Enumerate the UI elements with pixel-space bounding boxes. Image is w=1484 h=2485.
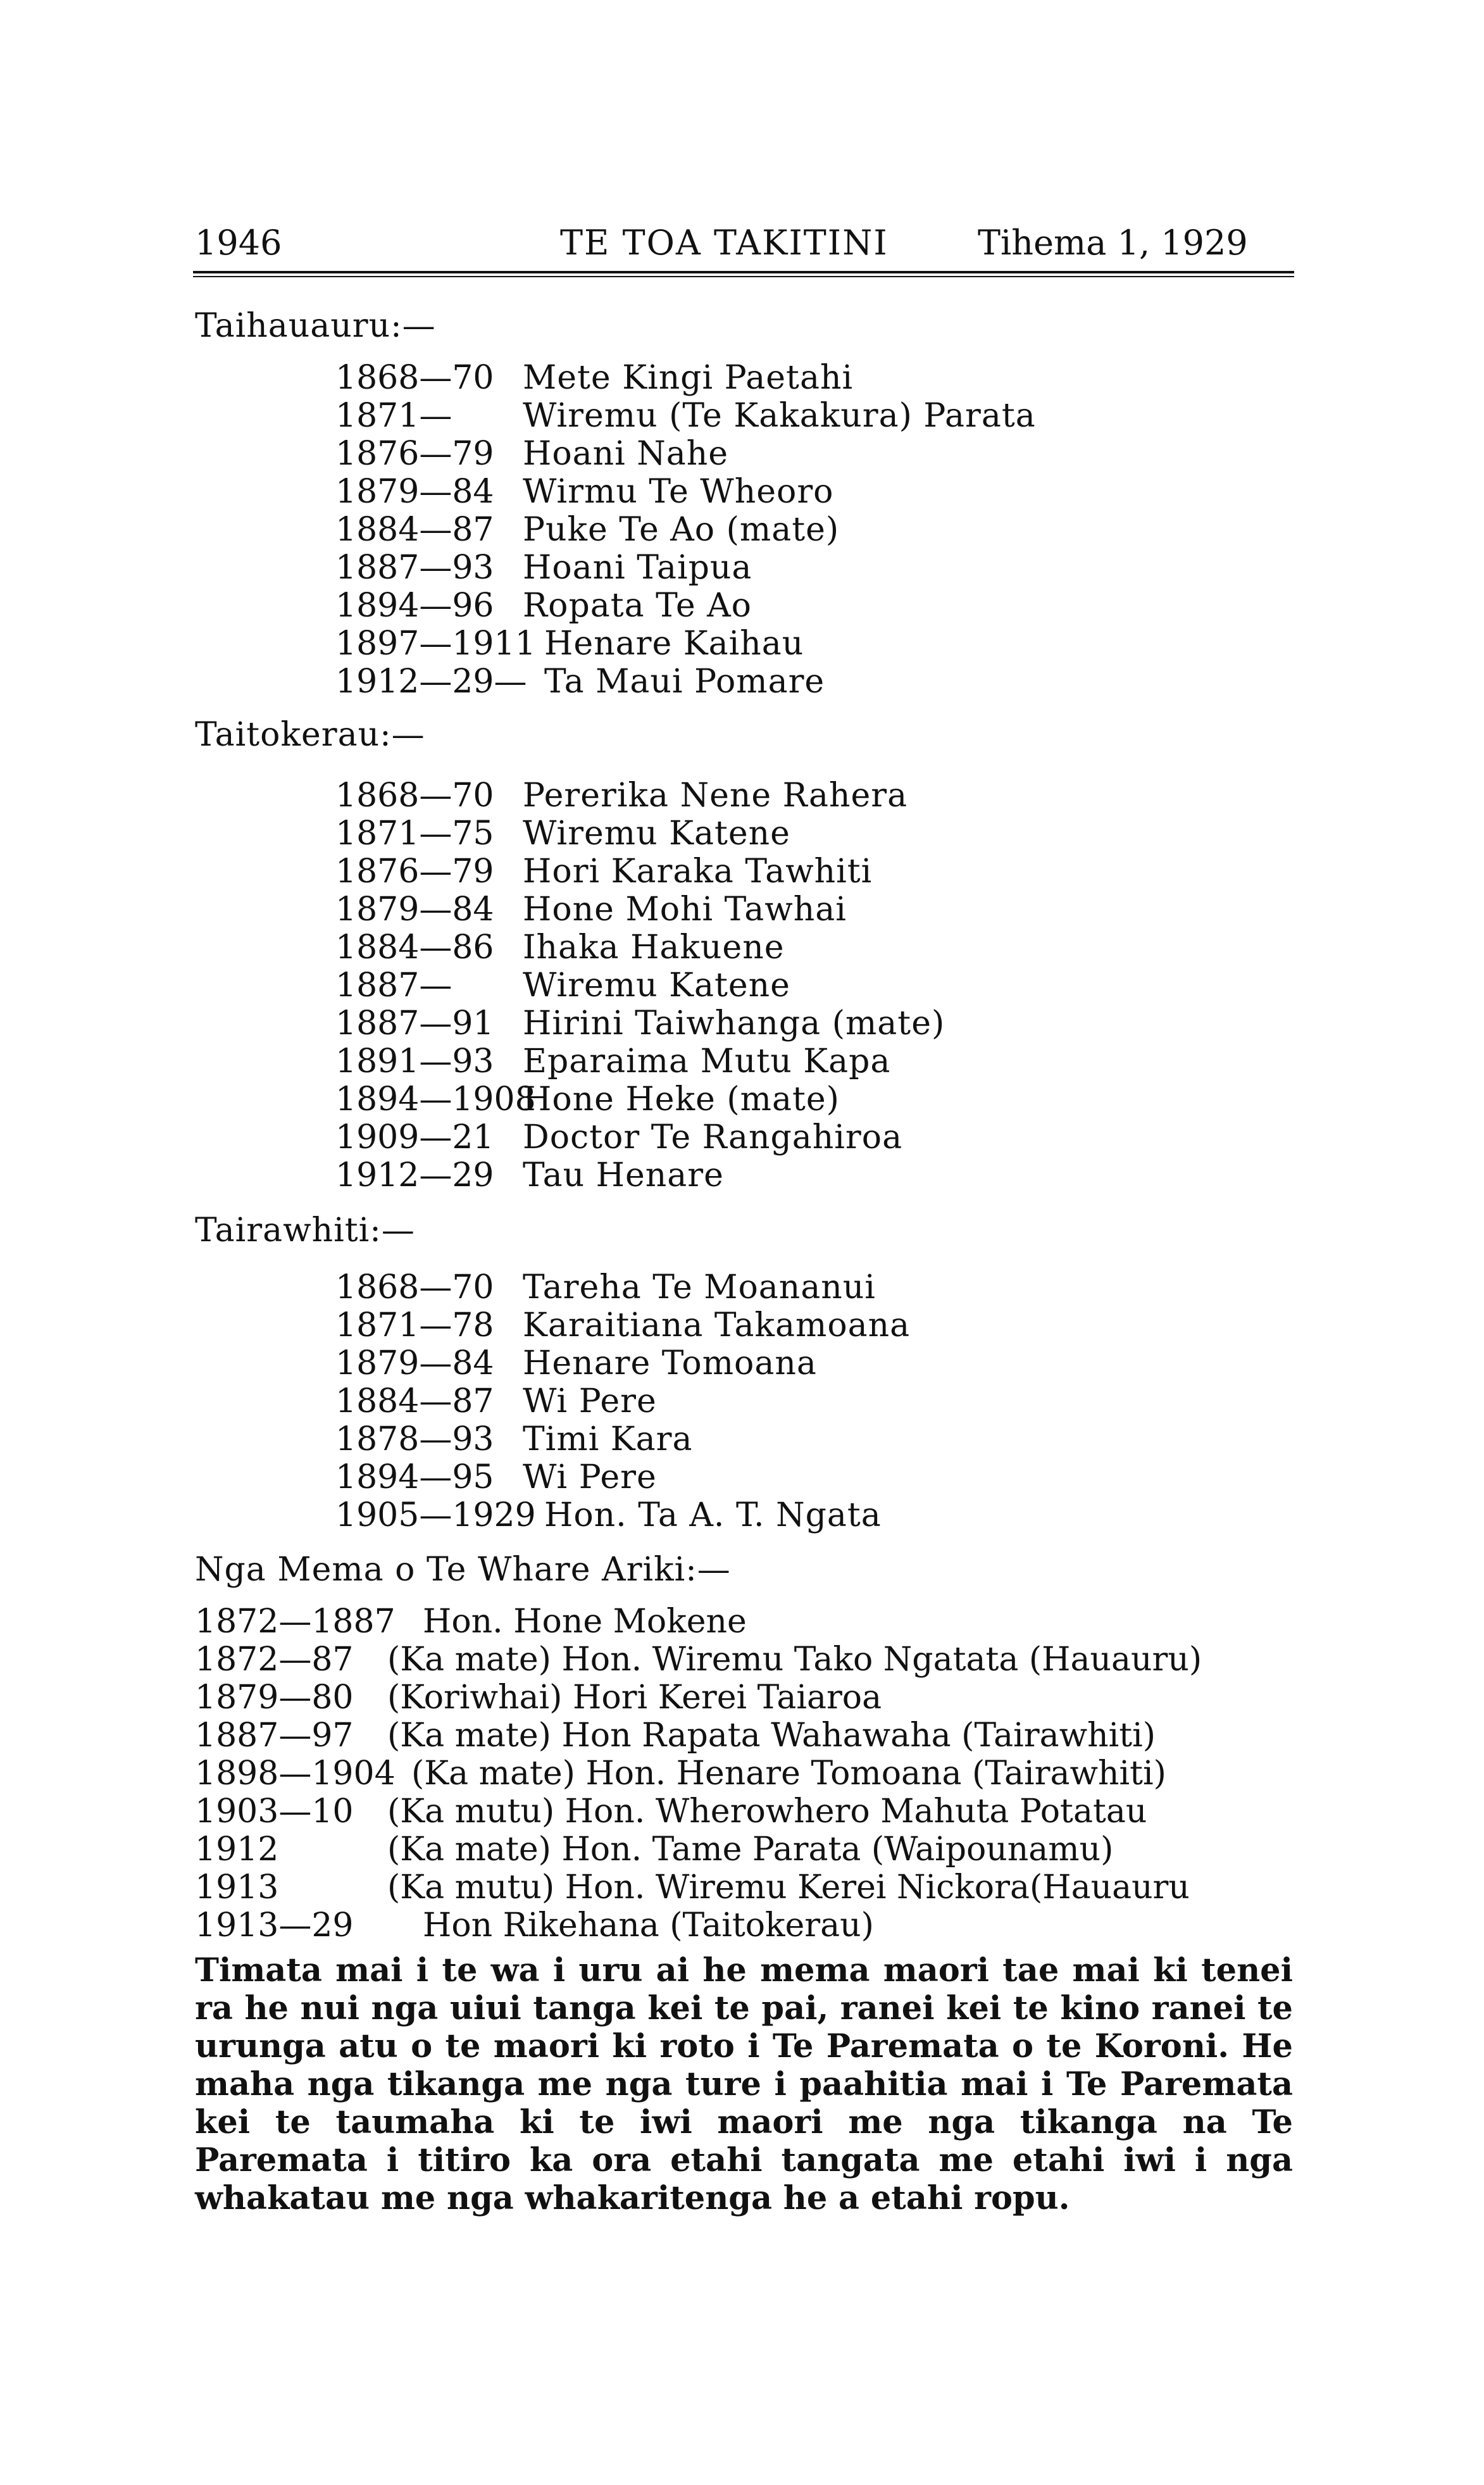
entry-years: 1894—95 bbox=[335, 1458, 494, 1496]
council-entry-years: 1913—29 bbox=[195, 1906, 354, 1944]
entry-years: 1868—70 bbox=[335, 359, 494, 397]
entry-years: 1876—79 bbox=[335, 853, 494, 891]
entry-years: 1894—96 bbox=[335, 587, 494, 625]
entry-years: 1879—84 bbox=[335, 1344, 494, 1382]
entry-name: Mete Kingi Paetahi bbox=[523, 359, 854, 397]
council-heading: Nga Mema o Te Whare Ariki:— bbox=[195, 1551, 731, 1589]
council-entry-text: Hon. Hone Mokene bbox=[423, 1603, 747, 1641]
council-entry-years: 1898—1904 bbox=[195, 1755, 396, 1793]
council-entry-years: 1913 bbox=[195, 1868, 279, 1906]
section-heading-taihauauru: Taihauauru:— bbox=[195, 307, 436, 345]
council-entry-years: 1903—10 bbox=[195, 1793, 354, 1831]
entry-name: Tareha Te Moananui bbox=[523, 1268, 876, 1306]
entry-name: Karaitiana Takamoana bbox=[523, 1306, 911, 1344]
council-entry-text: Hon Rikehana (Taitokerau) bbox=[423, 1906, 874, 1944]
entry-name: Eparaima Mutu Kapa bbox=[523, 1042, 891, 1080]
entry-years: 1884—87 bbox=[335, 1382, 494, 1420]
council-entry-text: (Ka mate) Hon. Wiremu Tako Ngatata (Hauauru) bbox=[387, 1641, 1202, 1679]
entry-name: Hori Karaka Tawhiti bbox=[523, 853, 873, 891]
council-entry-text: (Ka mutu) Hon. Wherowhero Mahuta Potatau bbox=[387, 1793, 1147, 1831]
entry-name: Hone Mohi Tawhai bbox=[523, 891, 847, 929]
entry-years: 1868—70 bbox=[335, 777, 494, 815]
council-entry-years: 1879—80 bbox=[195, 1679, 354, 1717]
entry-name: Wiremu (Te Kakakura) Parata bbox=[523, 397, 1036, 435]
entry-years: 1884—86 bbox=[335, 929, 494, 967]
entry-years: 1871— bbox=[335, 397, 452, 435]
entry-years: 1879—84 bbox=[335, 473, 494, 511]
entry-years: 1868—70 bbox=[335, 1268, 494, 1306]
entry-years: 1879—84 bbox=[335, 891, 494, 929]
council-entry-text: (Ka mate) Hon Rapata Wahawaha (Tairawhiti) bbox=[387, 1717, 1156, 1755]
entry-years: 1884—87 bbox=[335, 511, 494, 549]
section-heading-tairawhiti: Tairawhiti:— bbox=[195, 1211, 415, 1249]
entry-name: Ihaka Hakuene bbox=[523, 929, 785, 967]
page-number: 1946 bbox=[195, 223, 282, 263]
section-heading-taitokerau: Taitokerau:— bbox=[195, 716, 425, 754]
council-entry-text: (Ka mate) Hon. Henare Tomoana (Tairawhiti) bbox=[411, 1755, 1166, 1793]
entry-name: Pererika Nene Rahera bbox=[523, 777, 908, 815]
entry-years: 1871—78 bbox=[335, 1306, 494, 1344]
entry-name: Hoani Taipua bbox=[523, 549, 752, 587]
entry-name: Ta Maui Pomare bbox=[544, 663, 825, 701]
entry-years: 1897—1911 bbox=[335, 625, 536, 663]
entry-years: 1909—21 bbox=[335, 1118, 494, 1156]
entry-name: Ropata Te Ao bbox=[523, 587, 752, 625]
closing-paragraph: Timata mai i te wa i uru ai he mema maori tae mai ki tenei ra he nui nga uiui tanga kei te pai, ranei kei te kino ranei te urunga atu o te maori ki roto i Te Paremata o te Koroni. He maha nga tikanga me nga ture i paahitia mai i Te Paremata kei te taumaha ki te iwi maori me nga tikanga na Te Paremata i titiro ka ora etahi tangata me etahi iwi i nga whakatau me nga whakaritenga he a etahi ropu. bbox=[195, 1951, 1293, 2217]
entry-years: 1887—93 bbox=[335, 549, 494, 587]
entry-years: 1887— bbox=[335, 967, 452, 1005]
entry-years: 1878—93 bbox=[335, 1420, 494, 1458]
council-entry-years: 1872—1887 bbox=[195, 1603, 396, 1641]
entry-name: Wiremu Katene bbox=[523, 815, 790, 853]
publication-title: TE TOA TAKITINI bbox=[560, 223, 889, 263]
council-entry-years: 1887—97 bbox=[195, 1717, 354, 1755]
entry-name: Hoani Nahe bbox=[523, 435, 729, 473]
entry-name: Hon. Ta A. T. Ngata bbox=[544, 1496, 882, 1534]
header-rule bbox=[193, 271, 1294, 273]
council-entry-text: (Ka mutu) Hon. Wiremu Kerei Nickora(Hauauru bbox=[387, 1868, 1190, 1906]
entry-name: Wi Pere bbox=[523, 1382, 657, 1420]
issue-date: Tihema 1, 1929 bbox=[978, 223, 1248, 263]
entry-years: 1876—79 bbox=[335, 435, 494, 473]
entry-name: Wi Pere bbox=[523, 1458, 657, 1496]
entry-name: Timi Kara bbox=[523, 1420, 693, 1458]
entry-name: Hirini Taiwhanga (mate) bbox=[523, 1005, 945, 1042]
entry-years: 1894—1908 bbox=[335, 1080, 536, 1118]
entry-years: 1912—29— bbox=[335, 663, 527, 701]
header-rule-thin bbox=[193, 276, 1294, 277]
entry-name: Wirmu Te Wheoro bbox=[523, 473, 834, 511]
entry-name: Wiremu Katene bbox=[523, 967, 790, 1005]
council-entry-years: 1872—87 bbox=[195, 1641, 354, 1679]
entry-years: 1887—91 bbox=[335, 1005, 494, 1042]
entry-name: Puke Te Ao (mate) bbox=[523, 511, 840, 549]
entry-name: Doctor Te Rangahiroa bbox=[523, 1118, 903, 1156]
entry-years: 1871—75 bbox=[335, 815, 494, 853]
entry-name: Tau Henare bbox=[523, 1156, 724, 1194]
council-entry-text: (Koriwhai) Hori Kerei Taiaroa bbox=[387, 1679, 882, 1717]
council-entry-text: (Ka mate) Hon. Tame Parata (Waipounamu) bbox=[387, 1831, 1114, 1868]
entry-years: 1912—29 bbox=[335, 1156, 494, 1194]
entry-name: Henare Tomoana bbox=[523, 1344, 817, 1382]
entry-years: 1905—1929 bbox=[335, 1496, 536, 1534]
entry-name: Henare Kaihau bbox=[544, 625, 804, 663]
entry-name: Hone Heke (mate) bbox=[523, 1080, 840, 1118]
council-entry-years: 1912 bbox=[195, 1831, 279, 1868]
entry-years: 1891—93 bbox=[335, 1042, 494, 1080]
